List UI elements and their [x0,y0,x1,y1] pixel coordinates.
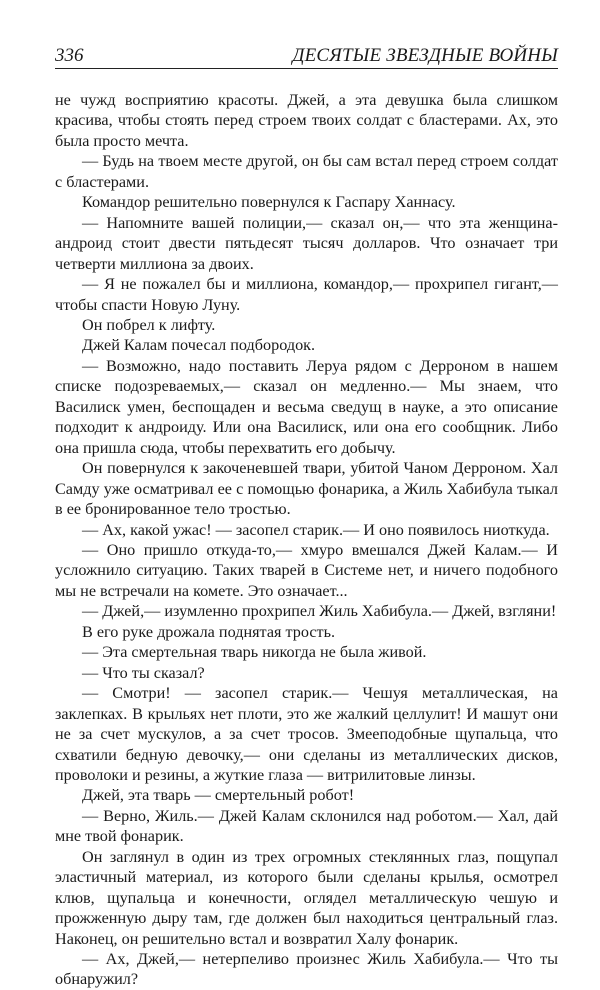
paragraph: Командор решительно повернулся к Гаспару Ханнасу. [82,193,456,212]
paragraph: Джей Калам почесал подбородок. [82,336,316,355]
paragraph: — Будь на твоем месте другой, он бы сам встал перед строем солдат с бластерами. [55,152,558,191]
paragraph: — Напомните вашей полиции,— сказал он,— что эта женщина-андроид стоит двести пятьдесят тысяч долларов. Что означает три четверти миллиона за двоих. [55,213,558,273]
running-title: ДЕСЯТЫЕ ЗВЕЗДНЫЕ ВОЙНЫ [292,45,558,66]
paragraph: Он повернулся к закоченевшей твари, убитой Чаном Дерроном. Хал Самду уже осматривал ее с помощью фонарика, а Жиль Хабибула тыкал в ее бронированное тело тростью. [55,459,558,519]
paragraph: В его руке дрожала поднятая трость. [82,622,336,641]
paragraph: — Смотри! — засопел старик.— Чешуя металлическая, на заклепках. В крыльях нет плоти, это же жалкий целлулит! И машут они не за счет мускулов, а за счет тросов. Змееподобные щупальца, что схватили бедную девочку,— они сделаны из металлических дисков, проволоки и резины, а жуткие глаза — витрилитовые линзы. [55,684,558,784]
paragraph: — Джей,— изумленно прохрипел Жиль Хабибула.— Джей, взгляни! [82,602,557,621]
paragraph: — Что ты сказал? [82,663,205,682]
page-body [55,90,558,990]
paragraph: Он побрел к лифту. [82,315,216,334]
running-header [55,44,558,69]
paragraph: Джей, эта тварь — смертельный робот! [82,786,355,805]
paragraph: — Верно, Жиль.— Джей Калам склонился над роботом.— Хал, дай мне твой фонарик. [55,806,558,846]
paragraph: — Возможно, надо поставить Леруа рядом с Дерроном в нашем списке подозреваемых,— сказал он медленно.— Мы знаем, что Василиск умен, беспощаден и весьма сведущ в науке, а это описание подходит к андроиду. Или она Василиск, или она его сообщник. Либо она пришла сюда, чтобы перехватить его добычу. [55,356,558,457]
paragraph: не чужд восприятию красоты. Джей, а эта девушка была слишком красива, чтобы стоять перед строем твоих солдат с бластерами. Ах, это была просто мечта. [55,91,558,150]
paragraph: — Ах, какой ужас! — засопел старик.— И оно появилось ниоткуда. [82,520,550,539]
page-number: 336 [55,45,84,66]
paragraph: — Ах, Джей,— нетерпеливо произнес Жиль Хабибула.— Что ты обнаружил? [55,950,558,989]
paragraph: Он заглянул в один из трех огромных стеклянных глаз, пощупал эластичный материал, из которого были сделаны крылья, осмотрел клюв, щупальца и конечности, оглядел металлическую чешую и прожженную дыру там, где должен был находиться центральный глаз. Наконец, он решительно встал и возвратил Халу фонарик. [55,847,558,948]
paragraph: — Эта смертельная тварь никогда не была живой. [82,643,427,662]
paragraph: — Оно пришло откуда-то,— хмуро вмешался Джей Калам.— И усложнило ситуацию. Таких тварей в Системе нет, и ничего подобного мы не встречали на комете. Это означает... [55,540,558,600]
paragraph: — Я не пожалел бы и миллиона, командор,— прохрипел гигант,— чтобы спасти Новую Луну. [55,275,558,314]
